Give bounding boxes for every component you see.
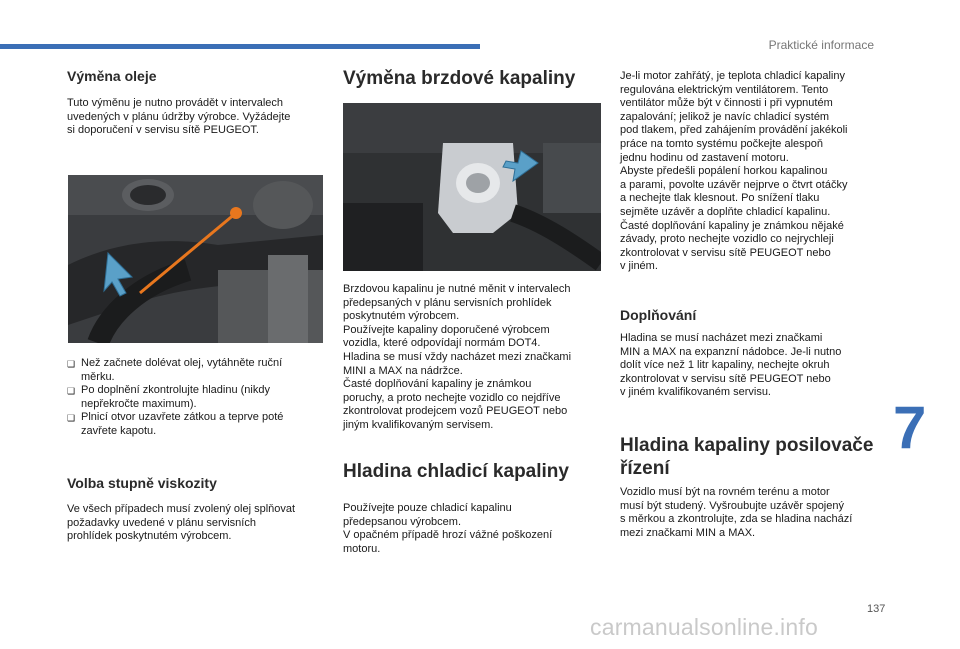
header-accent-bar bbox=[0, 44, 480, 49]
watermark: carmanualsonline.info bbox=[590, 614, 818, 640]
oil-change-steps bbox=[67, 357, 323, 439]
checkbox-bullet-icon: ❑ bbox=[67, 386, 76, 397]
brake-fluid-text: Brzdovou kapalinu je nutné měnit v intervalech předepsaných v plánu servisních prohlídek poskytnutém výrobcem. Používejte kapaliny doporučené výrobcem vozidla, které odpovídají normám DOT4. Hladina se musí vždy nacházet mezi značkami MINI a MAX na nádržce. Časté doplňování kapaliny je známkou poruchy, a proto nechejte vozidlo co nejdříve zkontrolovat prodejcem vozů PEUGEOT nebo jiným kvalifikovaným servisem. bbox=[343, 283, 572, 431]
brake-fluid-reservoir-photo bbox=[343, 103, 601, 271]
checkbox-bullet-icon: ❑ bbox=[67, 413, 76, 424]
section-title: Praktické informace bbox=[768, 38, 874, 52]
chapter-number: 7 bbox=[893, 394, 927, 461]
checkbox-bullet-icon: ❑ bbox=[67, 359, 76, 369]
oil-change-intro: Tuto výměnu je nutno provádět v intervalech uvedených v plánu údržby výrobce. Vyžádejte si doporučení v servisu sítě PEUGEOT. bbox=[67, 97, 291, 137]
viscosity-text: Ve všech případech musí zvolený olej splňovat požadavky uvedené v plánu servisních prohlídek poskytnutém výrobcem. bbox=[67, 503, 296, 543]
refill-text: Hladina se musí nacházet mezi značkami MIN a MAX na expanzní nádobce. Je-li nutno dolít více než 1 litr kapaliny, nechejte okruh zkontrolovat v servisu sítě PEUGEOT nebo v jiném kvalifikovaném servisu. bbox=[620, 332, 842, 399]
power-steering-heading: Hladina kapaliny posilovače řízení bbox=[620, 435, 874, 479]
refill-heading: Doplňování bbox=[620, 307, 697, 323]
viscosity-heading: Volba stupně viskozity bbox=[67, 475, 217, 491]
list-item: ❑ Plnicí otvor uzavřete zátkou a teprve poté zavřete kapotu. bbox=[67, 411, 284, 437]
coolant-heading: Hladina chladicí kapaliny bbox=[343, 461, 569, 482]
coolant-text: Používejte pouze chladicí kapalinu předepsanou výrobcem. V opačném případě hrozí vážné poškození motoru. bbox=[343, 502, 553, 555]
oil-change-heading: Výměna oleje bbox=[67, 68, 157, 84]
page-number: 137 bbox=[867, 603, 886, 615]
list-item: ❑ Po doplnění zkontrolujte hladinu (nikdy nepřekročte maximum). bbox=[67, 384, 270, 410]
brake-fluid-heading: Výměna brzdové kapaliny bbox=[343, 68, 576, 89]
coolant-warning-text: Je-li motor zahřátý, je teplota chladicí kapaliny regulována elektrickým ventilátorem. Tento ventilátor může být v činnosti i při vypnutém zapalování; jelikož je navíc chladicí systém pod tlakem, před zahájením provádění jakékoli práce na tomto systému počkejte alespoň jednu hodinu od zastavení motoru. Abyste předešli popálení horkou kapalinou a parami, povolte uzávěr nejprve o čtvrt otáčky a nechejte tlak klesnout. Po snížení tlaku sejměte uzávěr a doplňte chladicí kapalinu. Časté doplňování kapaliny je známkou nějaké závady, proto nechejte vozidlo co nejrychleji zkontrolovat v servisu sítě PEUGEOT nebo v jiném. bbox=[620, 70, 848, 273]
power-steering-text: Vozidlo musí být na rovném terénu a motor musí být studený. Vyšroubujte uzávěr spojený s měrkou a zkontrolujte, zda se hladina nachází mezi značkami MIN a MAX. bbox=[620, 486, 853, 539]
engine-dipstick-photo bbox=[68, 175, 323, 343]
list-item: ❑ Než začnete dolévat olej, vytáhněte ruční měrku. bbox=[67, 357, 283, 383]
